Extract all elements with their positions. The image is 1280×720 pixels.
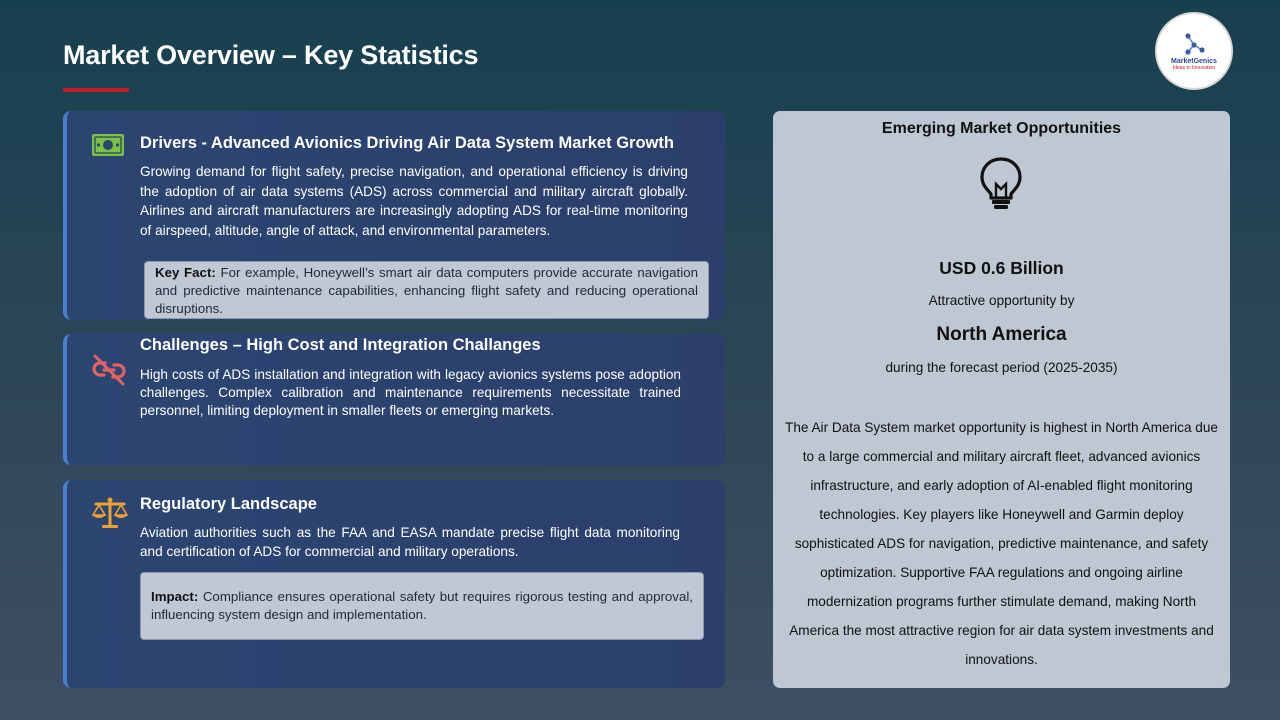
molecule-icon [1182, 32, 1206, 56]
opportunities-panel [773, 111, 1230, 688]
logo-name: MarketGenics [1171, 57, 1217, 65]
impact-box [140, 572, 704, 640]
regulatory-heading: Regulatory Landscape [140, 495, 317, 513]
regulatory-card [63, 480, 725, 688]
logo-tagline: Ideas to Innovation [1172, 64, 1216, 71]
opportunities-heading: Emerging Market Opportunities [881, 120, 1122, 137]
scales-icon [91, 496, 129, 535]
money-icon [91, 132, 125, 163]
key-fact-label: Key Fact: [155, 265, 216, 280]
drivers-card [63, 111, 725, 320]
opportunity-value: USD 0.6 Billion [939, 258, 1064, 278]
opportunity-region: North America [936, 324, 1067, 345]
lightbulb-icon [978, 156, 1024, 215]
impact-text: Compliance ensures operational safety but requires rigorous testing and approval, influencing system design and implementation. [151, 589, 693, 622]
key-fact-text: For example, Honeywell’s smart air data computers provide accurate navigation and predictive maintenance capabilities, enhancing flight safety and reducing operational disruptions. [155, 265, 699, 316]
impact-label: Impact: [151, 589, 199, 604]
challenges-heading: Challenges – High Cost and Integration Challanges [140, 336, 541, 354]
challenges-body: High costs of ADS installation and integration with legacy avionics systems pose adoption challenges. Complex calibration and maintenance requirements necessitate trained personnel, limiting deployment in smaller fleets or emerging markets. [140, 367, 681, 418]
page-title: Market Overview – Key Statistics [63, 40, 479, 70]
broken-link-icon [91, 354, 127, 391]
regulatory-body: Aviation authorities such as the FAA and EASA mandate precise flight data monitoring and certification of ADS for commercial and military operations. [140, 525, 680, 559]
drivers-heading: Drivers - Advanced Avionics Driving Air Data System Market Growth [140, 134, 674, 152]
forecast-period: during the forecast period (2025-2035) [885, 360, 1118, 375]
key-fact-box [144, 261, 709, 319]
title-underline [63, 88, 129, 92]
company-logo [1155, 12, 1233, 90]
opportunity-subtitle: Attractive opportunity by [928, 293, 1075, 308]
opportunity-description: The Air Data System market opportunity is highest in North America due to a large commercial and military aircraft fleet, advanced avionics infrastructure, and early adoption of AI-enabled flight monitoring technologies. Key players like Honeywell and Garmin deploy sophisticated ADS for navigation, predictive maintenance, and safety optimization. Supportive FAA regulations and ongoing airline modernization programs further stimulate demand, making North America the most attractive region for air data system investments and innovations. [785, 420, 1218, 667]
challenges-card [63, 334, 725, 465]
drivers-body: Growing demand for flight safety, precise navigation, and operational efficiency is driving the adoption of air data systems (ADS) across commercial and military aircraft globally. Airlines and aircraft manufacturers are increasingly adopting ADS for real-time monitoring of airspeed, altitude, angle of attack, and environmental parameters. [140, 164, 688, 238]
